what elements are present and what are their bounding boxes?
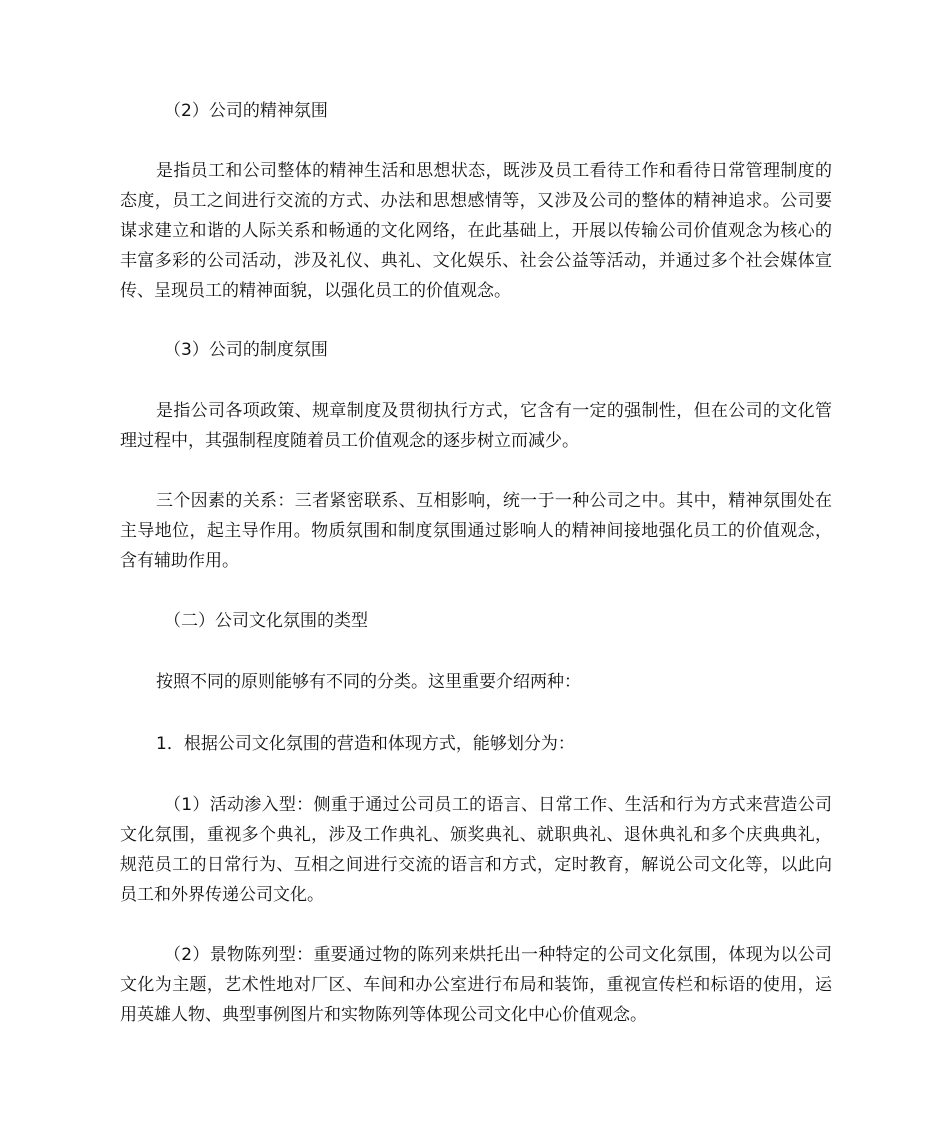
heading-spiritual-atmosphere: （2）公司的精神氛围 (164, 101, 328, 121)
paragraph-institutional-atmosphere: 是指公司各项政策、规章制度及贯彻执行方式，它含有一定的强制性，但在公司的文化管理过程中，其强制程度随着员工价值观念的逐步树立而减少。 (120, 401, 832, 451)
paragraph-spiritual-atmosphere: 是指员工和公司整体的精神生活和思想状态，既涉及员工看待工作和看待日常管理制度的态度，员工之间进行交流的方式、办法和思想感情等，又涉及公司的整体的精神追求。公司要谋求建立和谐的人际关系和畅通的文化网络，在此基础上，开展以传输公司价值观念为核心的丰富多彩的公司活动，涉及礼仪、典礼、文化娱乐、社会公益等活动，并通过多个社会媒体宣传、呈现员工的精神面貌，以强化员工的价值观念。 (120, 161, 832, 301)
paragraph-activity-type: （1）活动渗入型：侧重于通过公司员工的语言、日常工作、生活和行为方式来营造公司文化氛围，重视多个典礼，涉及工作典礼、颁奖典礼、就职典礼、退休典礼和多个庆典典礼，规范员工的日常行为、互相之间进行交流的语言和方式，定时教育，解说公司文化等，以此向员工和外界传递公司文化。 (120, 795, 832, 905)
heading-institutional-atmosphere: （3）公司的制度氛围 (164, 340, 328, 360)
heading-atmosphere-types: （二）公司文化氛围的类型 (164, 611, 368, 631)
paragraph-display-type: （2）景物陈列型：重要通过物的陈列来烘托出一种特定的公司文化氛围，体现为以公司文化为主题，艺术性地对厂区、车间和办公室进行布局和装饰，重视宣传栏和标语的使用，运用英雄人物、典型事例图片和实物陈列等体现公司文化中心价值观念。 (120, 945, 832, 1025)
list-item-classification-1: 1．根据公司文化氛围的营造和体现方式，能够划分为： (156, 734, 575, 754)
paragraph-classification-intro: 按照不同的原则能够有不同的分类。这里重要介绍两种： (156, 672, 581, 692)
paragraph-three-factors-relation: 三个因素的关系：三者紧密联系、互相影响，统一于一种公司之中。其中，精神氛围处在主导地位，起主导作用。物质氛围和制度氛围通过影响人的精神间接地强化员工的价值观念，含有辅助作用。 (120, 491, 832, 571)
